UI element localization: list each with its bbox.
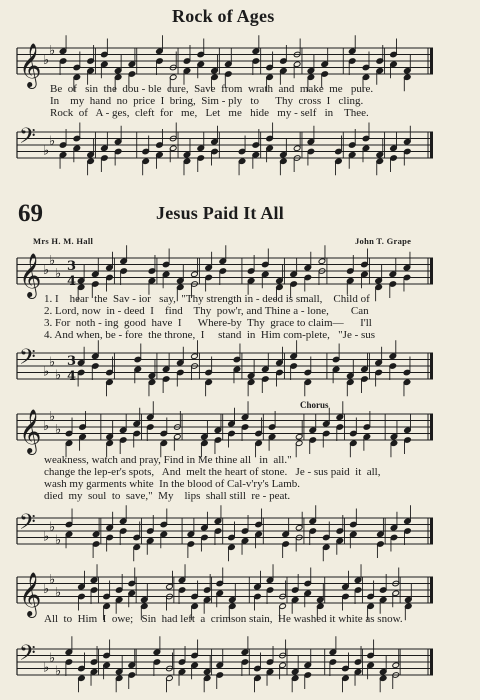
lyric-line: In my hand no price I bring, Sim - ply to Thy cross I cling. bbox=[50, 95, 364, 107]
svg-text:♭: ♭ bbox=[49, 572, 56, 588]
lyric-line: 1. I hear the Sav - ior say, "Thy strength in - deed is small, Child of bbox=[44, 293, 370, 305]
svg-text:♭: ♭ bbox=[43, 143, 50, 159]
svg-text:♭: ♭ bbox=[55, 585, 62, 601]
svg-text:𝄢: 𝄢 bbox=[19, 641, 36, 671]
svg-text:♭: ♭ bbox=[43, 582, 50, 597]
svg-text:♭: ♭ bbox=[49, 650, 56, 666]
bass-staff-system-2 bbox=[17, 510, 433, 556]
svg-text:3: 3 bbox=[67, 259, 77, 274]
svg-text:♭: ♭ bbox=[49, 253, 56, 269]
svg-text:𝄢: 𝄢 bbox=[19, 124, 36, 154]
svg-text:♭: ♭ bbox=[55, 663, 62, 679]
lyric-line: 4. And when, be - fore the throne, I stand in Him com-plete, "Je - sus bbox=[44, 329, 376, 341]
lyric-line: Rock of A - ges, cleft for me, Let me hide my - self in Thee. bbox=[50, 107, 369, 119]
bass-staff-rock-of-ages bbox=[17, 124, 433, 170]
svg-text:♭: ♭ bbox=[49, 409, 56, 425]
treble-staff-rock-of-ages bbox=[17, 43, 433, 87]
hymn-number: 69 bbox=[18, 200, 43, 227]
svg-text:♭: ♭ bbox=[49, 43, 56, 59]
lyric-line: Be of sin the dou - ble cure, Save from wrath and make me pure. bbox=[50, 83, 374, 95]
svg-text:♭: ♭ bbox=[49, 519, 56, 535]
svg-text:♭: ♭ bbox=[43, 53, 50, 68]
lyric-line-chorus: All to Him I owe; Sin had left a crimson stain, He washed it white as snow. bbox=[44, 613, 403, 625]
svg-text:♭: ♭ bbox=[43, 529, 50, 545]
bass-staff-system-3 bbox=[17, 641, 433, 687]
lyric-line: weakness, watch and pray, Find in Me thine all in all." bbox=[44, 454, 292, 466]
words-credit: Mrs H. M. Hall bbox=[33, 236, 94, 246]
svg-text:♭: ♭ bbox=[43, 660, 50, 676]
svg-text:♭: ♭ bbox=[43, 263, 50, 278]
svg-text:♭: ♭ bbox=[43, 419, 50, 434]
svg-text:𝄞: 𝄞 bbox=[19, 572, 42, 616]
svg-text:4: 4 bbox=[67, 274, 77, 289]
svg-text:3: 3 bbox=[67, 354, 77, 369]
svg-text:♭: ♭ bbox=[49, 354, 56, 370]
svg-text:4: 4 bbox=[67, 369, 77, 384]
lyric-line: died my soul to save," My lips shall still re - peat. bbox=[44, 490, 291, 502]
svg-text:♭: ♭ bbox=[49, 133, 56, 149]
treble-staff-system-1 bbox=[17, 253, 433, 297]
chorus-label: Chorus bbox=[300, 400, 329, 410]
svg-text:𝄞: 𝄞 bbox=[19, 43, 42, 87]
lyric-line: wash my garments white In the blood of Cal-v'ry's Lamb. bbox=[44, 478, 300, 490]
svg-text:𝄢: 𝄢 bbox=[19, 510, 36, 540]
svg-text:♭: ♭ bbox=[55, 266, 62, 282]
hymn-title-rock-of-ages: Rock of Ages bbox=[172, 6, 275, 26]
hymn-title: Jesus Paid It All bbox=[156, 203, 284, 223]
svg-text:♭: ♭ bbox=[55, 532, 62, 548]
bass-staff-system-1 bbox=[17, 345, 433, 391]
svg-text:𝄞: 𝄞 bbox=[19, 409, 42, 453]
svg-text:𝄢: 𝄢 bbox=[19, 345, 36, 375]
music-credit: John T. Grape bbox=[355, 236, 412, 246]
svg-text:♭: ♭ bbox=[55, 422, 62, 438]
treble-staff-system-3 bbox=[17, 572, 433, 616]
lyric-line: 3. For noth - ing good have I Where-by Thy grace to claim— I'll bbox=[44, 317, 372, 329]
svg-text:♭: ♭ bbox=[43, 364, 50, 380]
treble-staff-system-2 bbox=[17, 409, 433, 453]
lyric-line: change the lep-er's spots, And melt the heart of stone. Je - sus paid it all, bbox=[44, 466, 381, 478]
svg-text:𝄞: 𝄞 bbox=[19, 253, 42, 297]
svg-text:♭: ♭ bbox=[55, 367, 62, 383]
lyric-line: 2. Lord, now in - deed I find Thy pow'r, and Thine a - lone, Can bbox=[44, 305, 369, 317]
